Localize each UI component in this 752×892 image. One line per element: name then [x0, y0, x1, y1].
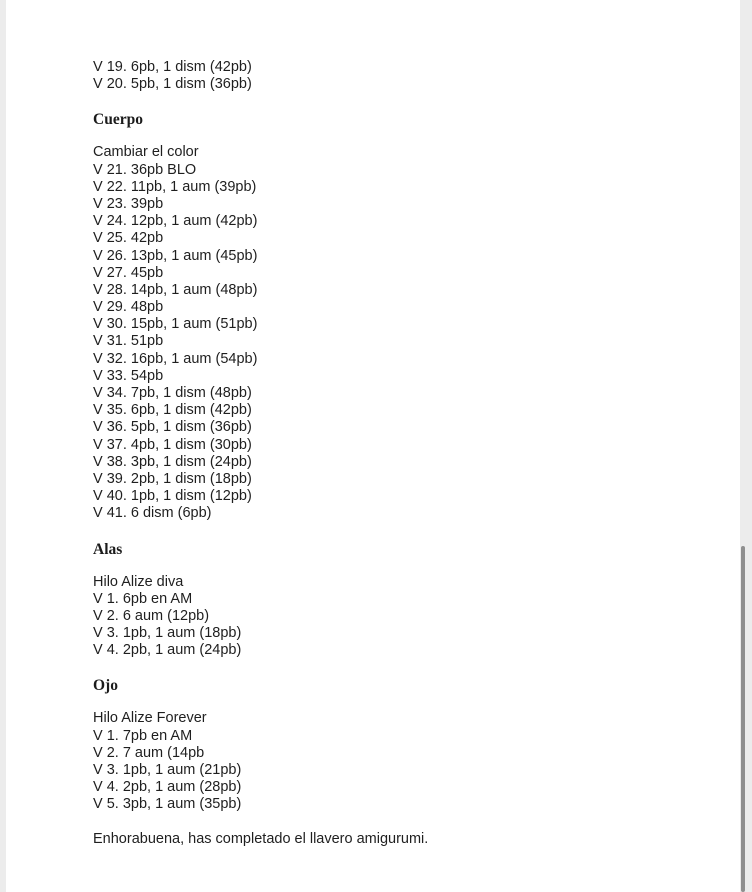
round-line: V 4. 2pb, 1 aum (28pb): [93, 779, 242, 796]
round-line: Hilo Alize Forever: [93, 710, 207, 727]
round-line: V 32. 16pb, 1 aum (54pb): [93, 350, 258, 367]
round-line: V 39. 2pb, 1 dism (18pb): [93, 470, 252, 487]
round-line: V 28. 14pb, 1 aum (48pb): [93, 281, 258, 298]
round-line: V 35. 6pb, 1 dism (42pb): [93, 402, 252, 419]
closing-message: Enhorabuena, has completado el llavero amigurumi.: [93, 830, 429, 847]
round-line: V 19. 6pb, 1 dism (42pb): [93, 59, 252, 75]
round-line: V 29. 48pb: [93, 299, 164, 316]
pattern-text: [93, 59, 693, 848]
scrollbar-thumb[interactable]: [741, 546, 745, 892]
round-line: V 20. 5pb, 1 dism (36pb): [93, 76, 252, 93]
round-line: V 3. 1pb, 1 aum (21pb): [93, 762, 242, 778]
round-line: V 2. 6 aum (12pb): [93, 607, 210, 624]
round-line: V 4. 2pb, 1 aum (24pb): [93, 642, 242, 659]
round-line: V 36. 5pb, 1 dism (36pb): [93, 419, 252, 436]
round-line: V 38. 3pb, 1 dism (24pb): [93, 453, 252, 470]
section-heading-ojo: Ojo: [93, 677, 118, 695]
round-line: V 3. 1pb, 1 aum (18pb): [93, 625, 242, 642]
section-heading-alas: Alas: [93, 540, 123, 558]
round-line: V 40. 1pb, 1 dism (12pb): [93, 488, 252, 505]
round-line: V 37. 4pb, 1 dism (30pb): [93, 436, 252, 453]
round-line: V 21. 36pb BLO: [93, 161, 197, 178]
round-line: V 30. 15pb, 1 aum (51pb): [93, 316, 258, 333]
round-line: V 24. 12pb, 1 aum (42pb): [93, 213, 258, 230]
round-line: V 23. 39pb: [93, 195, 164, 212]
round-line: V 5. 3pb, 1 aum (35pb): [93, 796, 242, 813]
round-line: V 25. 42pb: [93, 230, 164, 247]
round-line: V 31. 51pb: [93, 333, 164, 350]
round-line: V 1. 6pb en AM: [93, 590, 193, 607]
round-line: Hilo Alize diva: [93, 573, 184, 590]
round-line: V 27. 45pb: [93, 264, 164, 281]
round-line: V 2. 7 aum (14pb: [93, 744, 205, 761]
document-page: [6, 0, 740, 892]
round-line: V 22. 11pb, 1 aum (39pb): [93, 178, 257, 195]
round-line: V 34. 7pb, 1 dism (48pb): [93, 385, 252, 401]
round-line: V 41. 6 dism (6pb): [93, 505, 212, 522]
round-line: V 33. 54pb: [93, 367, 164, 384]
round-line: Cambiar el color: [93, 144, 199, 161]
round-line: V 26. 13pb, 1 aum (45pb): [93, 247, 258, 264]
section-heading-cuerpo: Cuerpo: [93, 111, 143, 129]
round-line: V 1. 7pb en AM: [93, 727, 193, 744]
